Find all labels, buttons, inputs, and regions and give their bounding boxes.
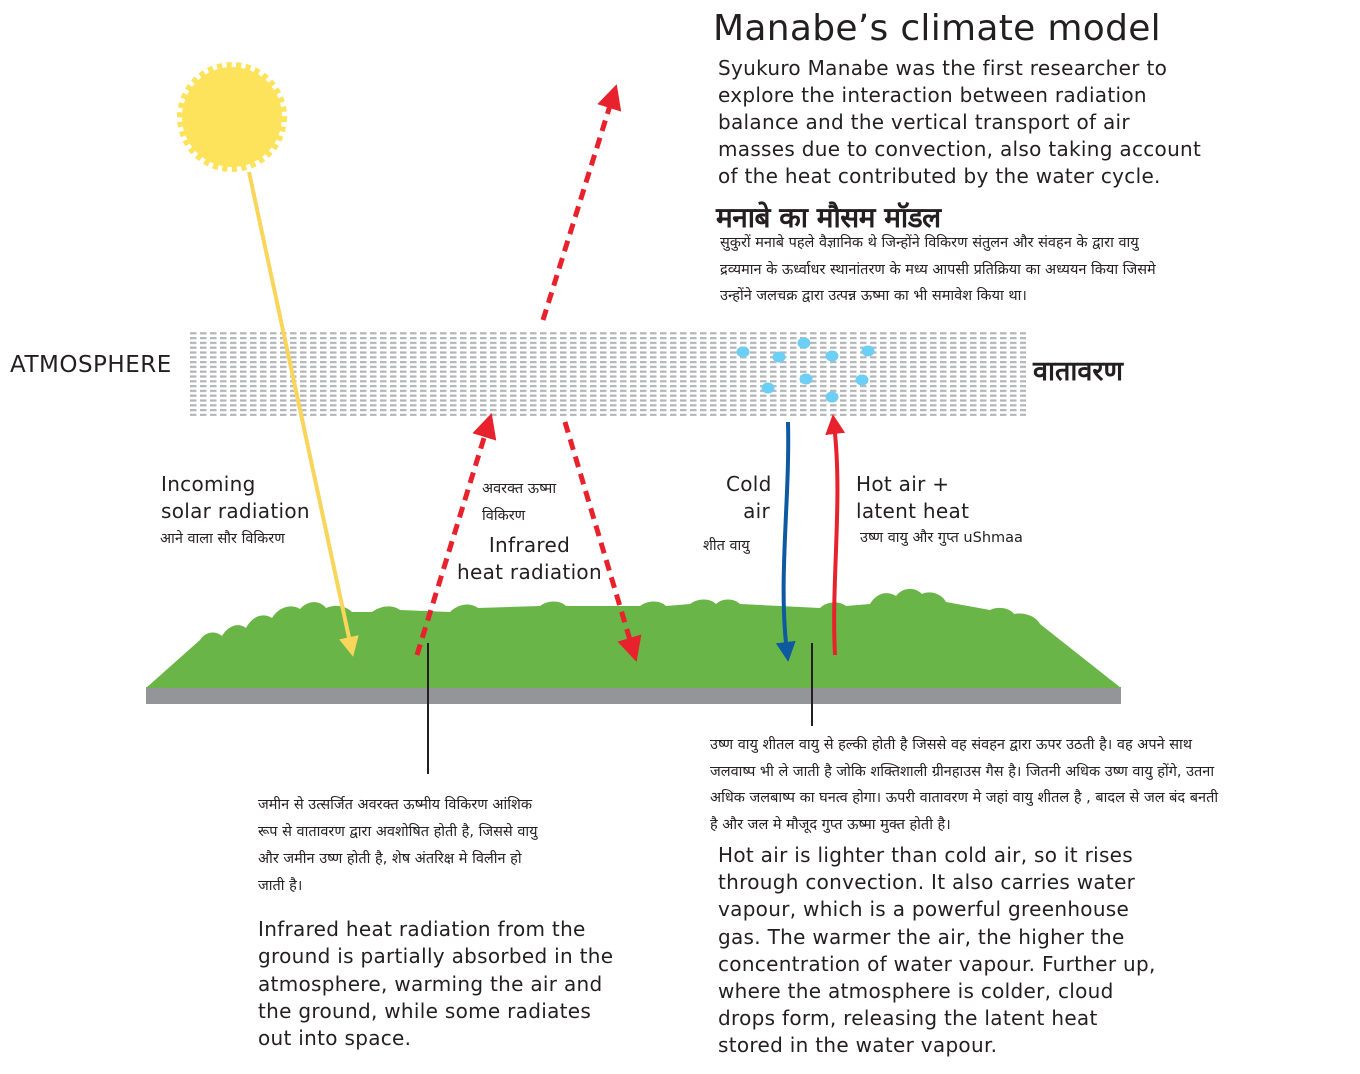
caption-line: through convection. It also carries water: [718, 870, 1136, 895]
intro-line: explore the interaction between radiation: [718, 83, 1147, 107]
caption-line: gas. The warmer the air, the higher the: [718, 924, 1125, 949]
cold-air-label-line: air: [743, 499, 770, 523]
page-title-hindi: मनाबे का मौसम मॉडल: [716, 201, 941, 234]
cold-air-label: [726, 471, 770, 525]
intro-line: of the heat contributed by the water cycle.: [718, 164, 1161, 188]
sun-icon: [182, 67, 282, 167]
solar-radiation-label: [161, 471, 310, 525]
intro-line: balance and the vertical transport of air: [718, 110, 1130, 134]
caption-line: जलवाष्प भी ले जाती है जोकि शक्तिशाली ग्रीनहाउस गैस है। जितनी अधिक उष्ण वायु होंगे, उतना: [710, 763, 1215, 780]
caption-line: जमीन से उत्सर्जित अवरक्त ऊष्मीय विकिरण आंशिक: [258, 797, 532, 813]
infrared-label-hindi: [482, 476, 556, 530]
page-title: Manabe’s climate model: [713, 8, 1161, 49]
caption-line: उष्ण वायु शीतल वायु से हल्की होती है जिससे वह संवहन द्वारा ऊपर उठती है। वह अपने साथ: [710, 737, 1193, 753]
infrared-label: [457, 532, 602, 586]
cold-air-label-line: Cold: [726, 472, 772, 496]
caption-line: अधिक जलबाष्प का घनत्व होगा। ऊपरी वातावरण मे जहां वायु शीतल है , बादल से जल बंद बनती: [710, 790, 1219, 807]
intro-line: masses due to convection, also taking account: [718, 137, 1202, 161]
caption-line: drops form, releasing the latent heat: [718, 1006, 1098, 1031]
intro-paragraph-hindi: [720, 230, 1290, 310]
hot-air-label: [856, 471, 969, 525]
caption-line: और जमीन उष्ण होती है, शेष अंतरिक्ष मे विलीन हो: [258, 851, 522, 867]
cold-air-label-hindi: शीत वायु: [703, 538, 750, 554]
infrared-label-line: heat radiation: [457, 560, 602, 584]
caption-line: atmosphere, warming the air and: [258, 971, 603, 996]
solar-label-line: Incoming: [161, 472, 256, 496]
caption-line: concentration of water vapour. Further up,: [718, 951, 1156, 976]
caption-line: where the atmosphere is colder, cloud: [718, 979, 1114, 1004]
infrared-hindi-line: अवरक्त ऊष्मा: [482, 481, 557, 497]
hot-air-label-line: Hot air +: [856, 472, 950, 496]
caption-line: vapour, which is a powerful greenhouse: [718, 897, 1130, 922]
caption-line: है और जल मे मौजूद गुप्त ऊष्मा मुक्त होती है।: [710, 817, 951, 834]
caption-line: the ground, while some radiates: [258, 998, 592, 1023]
caption-line: out into space.: [258, 1026, 412, 1051]
caption-line: रूप से वातावरण द्वारा अवशोषित होती है, जिससे वायु: [258, 824, 538, 840]
atmosphere-label-hindi: वातावरण: [1033, 356, 1123, 387]
infrared-hindi-line: विकिरण: [482, 508, 526, 524]
intro-hindi-line: द्रव्यमान के ऊर्ध्वाधर स्थानांतरण के मध्य आपसी प्रतिक्रिया का अध्ययन किया जिसमे: [720, 261, 1156, 278]
convection-caption: [718, 842, 1156, 1060]
solar-radiation-label-hindi: आने वाला सौर विकिरण: [160, 531, 285, 547]
hot-air-label-hindi: उष्ण वायु और गुप्त uShmaa: [860, 530, 1023, 546]
atmosphere-band: [190, 330, 1026, 416]
intro-hindi-line: सुकुरों मनाबे पहले वैज्ञानिक थे जिन्होंने विकिरण संतुलन और संवहन के द्वारा वायु: [720, 235, 1139, 251]
solar-label-line: solar radiation: [161, 499, 310, 523]
infrared-caption: [258, 916, 613, 1052]
hot-air-label-line: latent heat: [856, 499, 970, 523]
infrared-caption-hindi: [258, 792, 538, 900]
caption-line: ground is partially absorbed in the: [258, 944, 614, 969]
caption-line: जाती है।: [258, 878, 303, 894]
caption-line: Hot air is lighter than cold air, so it rises: [718, 843, 1134, 867]
intro-line: Syukuro Manabe was the first researcher to: [718, 56, 1168, 80]
atmosphere-label: ATMOSPHERE: [10, 352, 172, 378]
intro-hindi-line: उन्होंने जलचक्र द्वारा उत्पन्न ऊष्मा का भी समावेश किया था।: [720, 288, 1027, 304]
caption-line: Infrared heat radiation from the: [258, 917, 586, 941]
convection-caption-hindi: [710, 732, 1218, 839]
intro-paragraph: [718, 55, 1238, 190]
infrared-label-line: Infrared: [488, 533, 571, 557]
caption-line: stored in the water vapour.: [718, 1033, 998, 1058]
